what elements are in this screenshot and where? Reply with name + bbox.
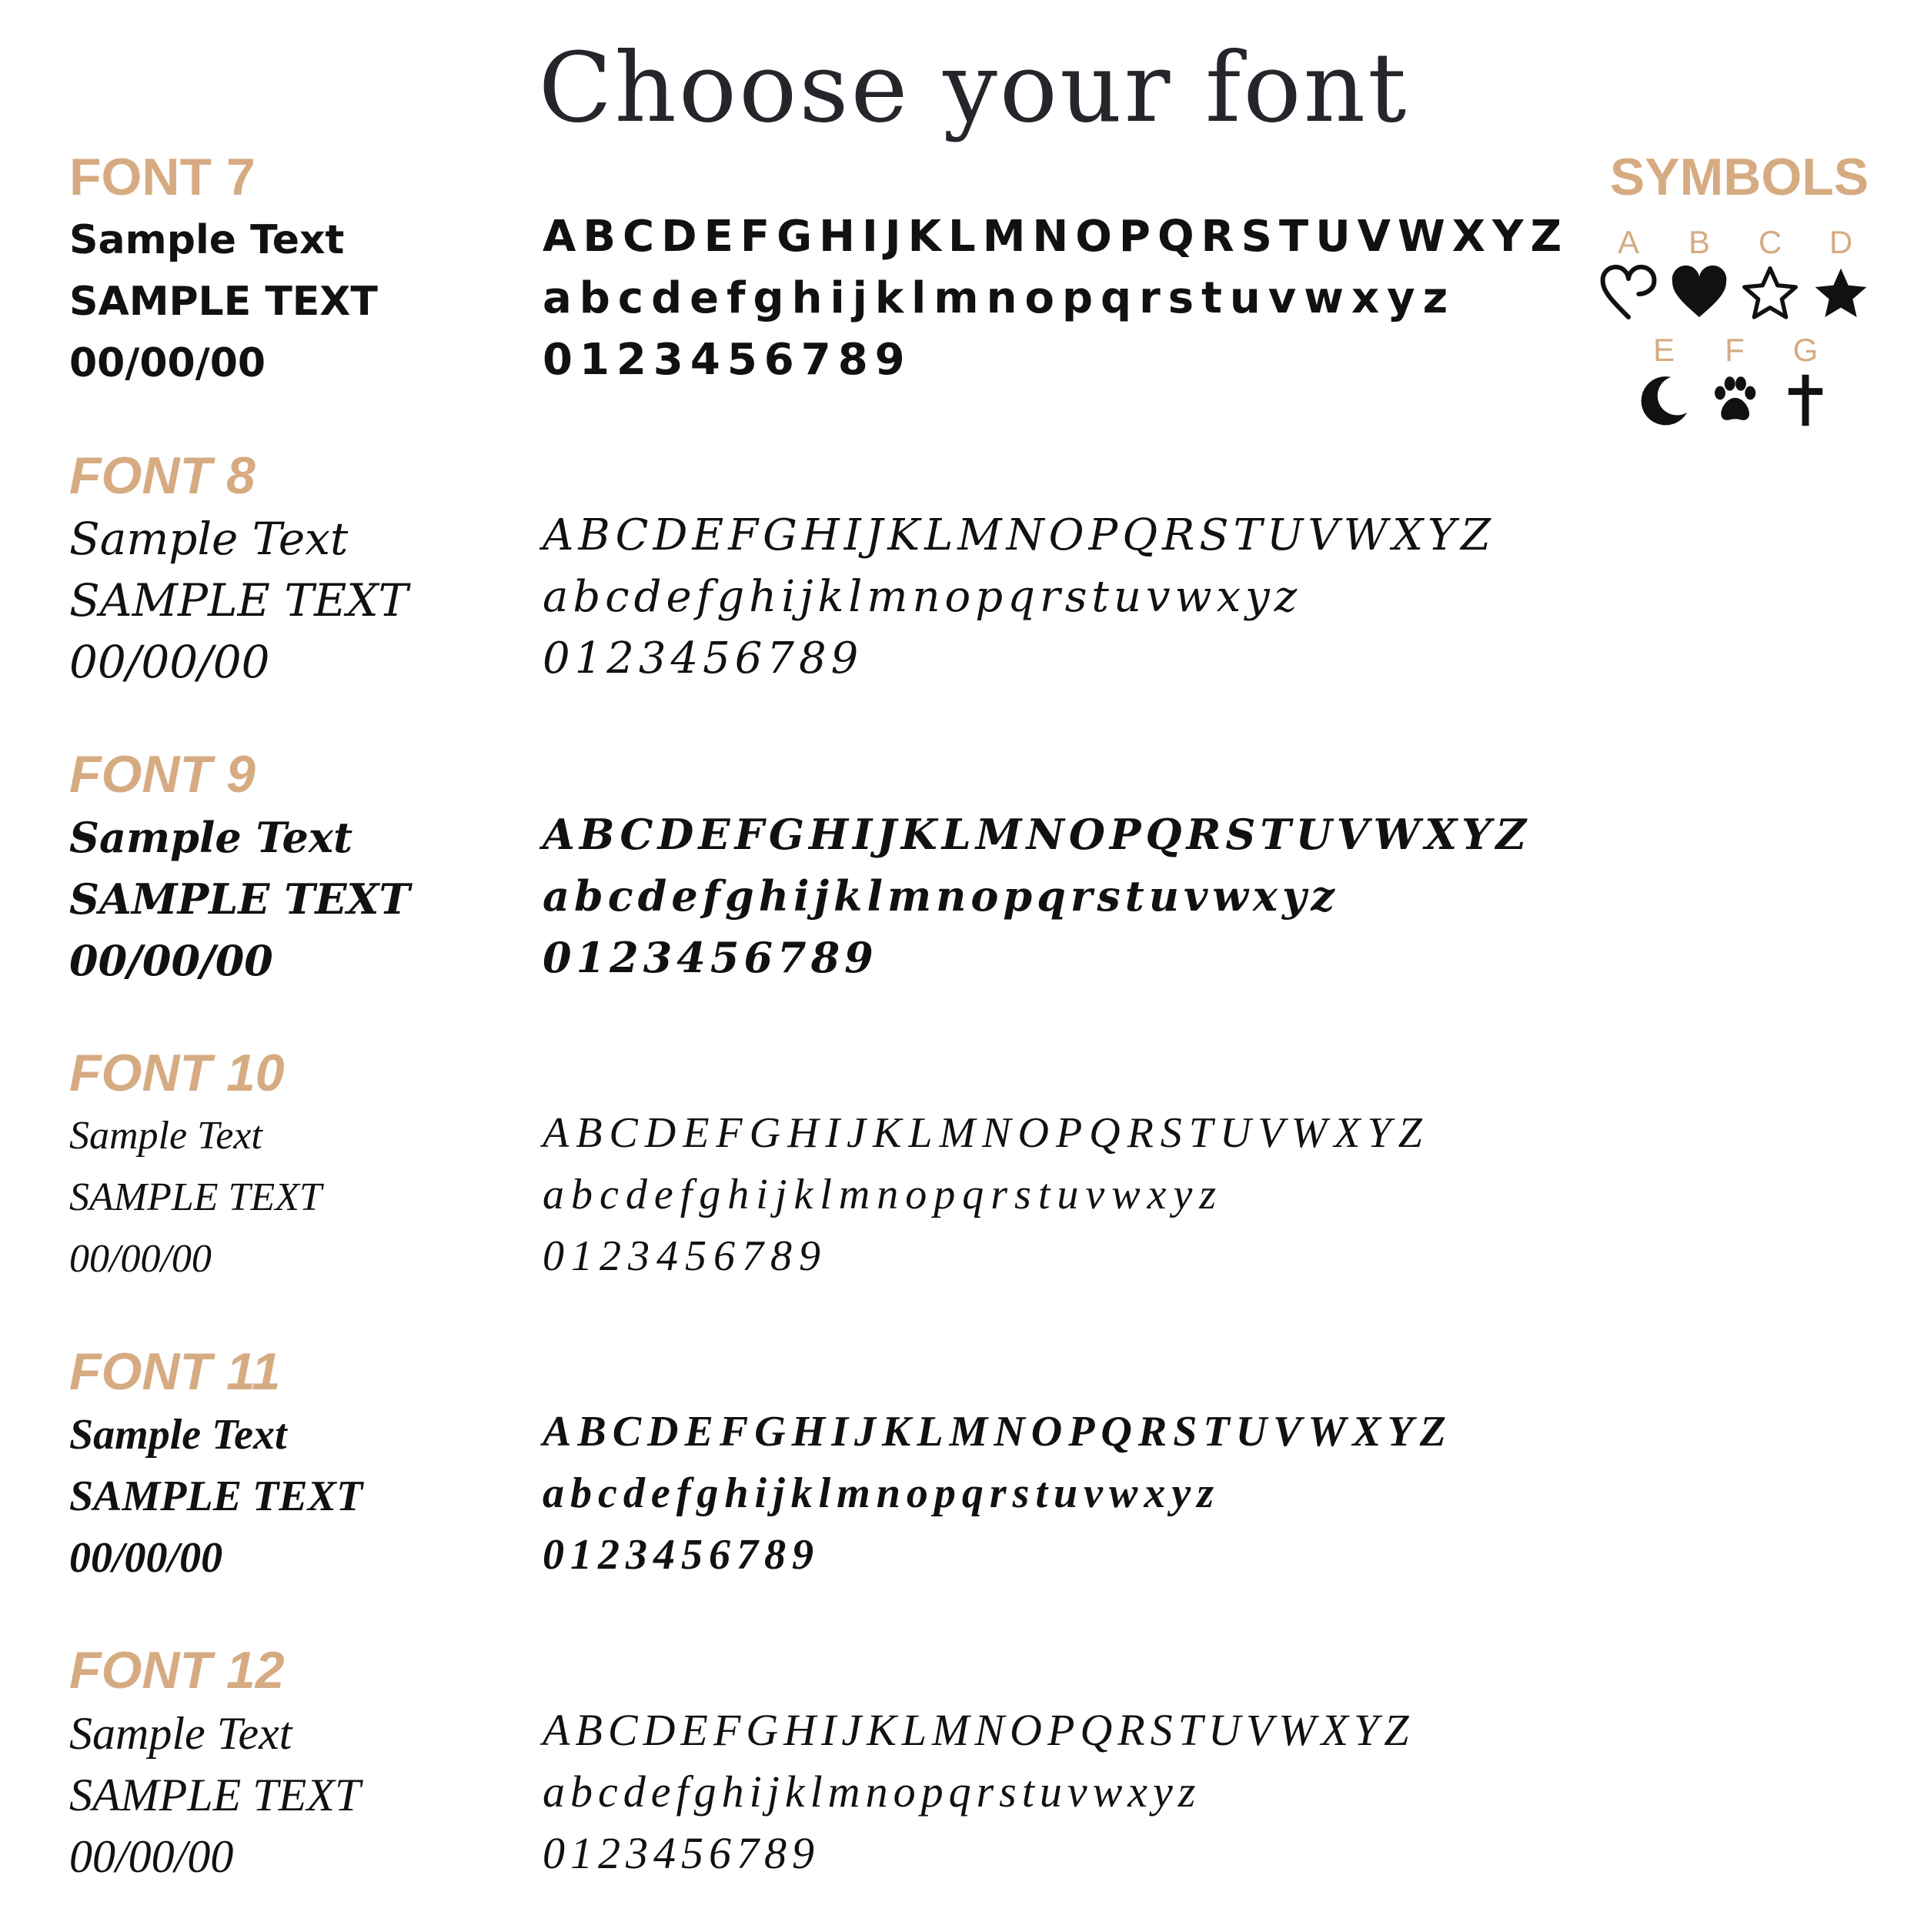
symbol-letter: C xyxy=(1758,224,1782,260)
uppercase-alphabet: ABCDEFGHIJKLMNOPQRSTUVWXYZ xyxy=(543,1705,1415,1755)
uppercase-alphabet: ABCDEFGHIJKLMNOPQRSTUVWXYZ xyxy=(543,810,1532,859)
symbol-option-g[interactable] xyxy=(1770,331,1841,470)
sample-mixed-case: Sample Text xyxy=(69,1708,292,1759)
font-block-10[interactable] xyxy=(0,1042,1539,1335)
glyph-set xyxy=(543,505,1535,690)
symbol-letter: F xyxy=(1725,332,1745,368)
font-block-7[interactable] xyxy=(0,146,1569,439)
solid-star-icon xyxy=(1810,263,1872,325)
digits: 0123456789 xyxy=(543,1531,820,1579)
glyph-set xyxy=(543,1401,1535,1586)
symbol-letter: B xyxy=(1688,224,1710,260)
font-block-11[interactable] xyxy=(0,1341,1539,1633)
symbols-heading: SYMBOLS xyxy=(1609,148,1869,206)
glyph-set xyxy=(543,1102,1535,1287)
sample-mixed-case: Sample Text xyxy=(69,813,353,862)
lowercase-alphabet: abcdefghijklmnopqrstuvwxyz xyxy=(543,273,1456,323)
symbols-panel xyxy=(1593,146,1886,454)
font-label: FONT 7 xyxy=(69,148,256,206)
digits: 0123456789 xyxy=(543,1828,820,1878)
font-block-9[interactable] xyxy=(0,744,1539,1036)
font-samples xyxy=(69,807,500,991)
font-label: FONT 9 xyxy=(69,745,256,804)
glyph-set xyxy=(543,804,1535,988)
lowercase-alphabet: abcdefghijklmnopqrstuvwxyz xyxy=(543,1469,1221,1517)
font-samples xyxy=(69,1105,500,1290)
crescent-moon-icon xyxy=(1635,371,1693,430)
sample-upper-case: SAMPLE TEXT xyxy=(69,874,410,924)
sample-date: 00/00/00 xyxy=(69,1534,223,1582)
sample-upper-case: SAMPLE TEXT xyxy=(69,1770,361,1820)
uppercase-alphabet: ABCDEFGHIJKLMNOPQRSTUVWXYZ xyxy=(543,1109,1429,1157)
symbol-letter: G xyxy=(1792,332,1819,368)
lowercase-alphabet: abcdefghijklmnopqrstuvwxyz xyxy=(543,1171,1224,1218)
paw-print-icon xyxy=(1705,371,1764,430)
sample-mixed-case: Sample Text xyxy=(69,1411,287,1459)
uppercase-alphabet: ABCDEFGHIJKLMNOPQRSTUVWXYZ xyxy=(543,510,1495,560)
font-samples xyxy=(69,508,500,693)
digits: 0123456789 xyxy=(543,933,878,982)
sample-upper-case: SAMPLE TEXT xyxy=(69,574,409,627)
lowercase-alphabet: abcdefghijklmnopqrstuvwxyz xyxy=(543,1767,1201,1817)
glyph-set xyxy=(543,1700,1535,1884)
cross-icon xyxy=(1776,371,1835,430)
sample-upper-case: SAMPLE TEXT xyxy=(69,1175,322,1219)
digits: 0123456789 xyxy=(543,335,912,385)
font-label: FONT 12 xyxy=(69,1641,285,1700)
sample-date: 00/00/00 xyxy=(69,340,266,386)
symbol-letter: A xyxy=(1617,224,1639,260)
symbol-option-e[interactable] xyxy=(1628,331,1699,470)
lowercase-alphabet: abcdefghijklmnopqrstuvwxyz xyxy=(543,871,1340,921)
uppercase-alphabet: ABCDEFGHIJKLMNOPQRSTUVWXYZ xyxy=(543,1408,1452,1456)
font-block-12[interactable] xyxy=(0,1640,1539,1932)
page-title: Choose your font xyxy=(538,32,1409,144)
symbol-option-f[interactable] xyxy=(1699,331,1770,470)
sample-upper-case: SAMPLE TEXT xyxy=(69,279,378,325)
sample-date: 00/00/00 xyxy=(69,1831,234,1882)
sample-mixed-case: Sample Text xyxy=(69,1114,262,1158)
outline-star-icon xyxy=(1739,263,1801,325)
font-label: FONT 10 xyxy=(69,1044,285,1102)
symbol-letter: D xyxy=(1829,224,1853,260)
sample-mixed-case: Sample Text xyxy=(69,513,349,565)
glyph-set xyxy=(543,206,1569,391)
sample-date: 00/00/00 xyxy=(69,1237,212,1281)
solid-heart-icon xyxy=(1668,263,1730,325)
font-samples xyxy=(69,1404,500,1589)
font-label: FONT 11 xyxy=(69,1342,281,1401)
sample-upper-case: SAMPLE TEXT xyxy=(69,1472,363,1520)
font-samples xyxy=(69,209,500,394)
digits: 0123456789 xyxy=(543,1232,827,1280)
font-samples xyxy=(69,1703,500,1887)
symbol-letter: E xyxy=(1652,332,1675,368)
lowercase-alphabet: abcdefghijklmnopqrstuvwxyz xyxy=(543,572,1302,622)
digits: 0123456789 xyxy=(543,633,863,684)
font-label: FONT 8 xyxy=(69,446,256,505)
outline-heart-icon xyxy=(1598,263,1659,325)
sample-date: 00/00/00 xyxy=(69,936,273,985)
sample-mixed-case: Sample Text xyxy=(69,217,345,263)
uppercase-alphabet: ABCDEFGHIJKLMNOPQRSTUVWXYZ xyxy=(543,212,1569,262)
sample-date: 00/00/00 xyxy=(69,636,270,688)
font-block-8[interactable] xyxy=(0,445,1539,737)
